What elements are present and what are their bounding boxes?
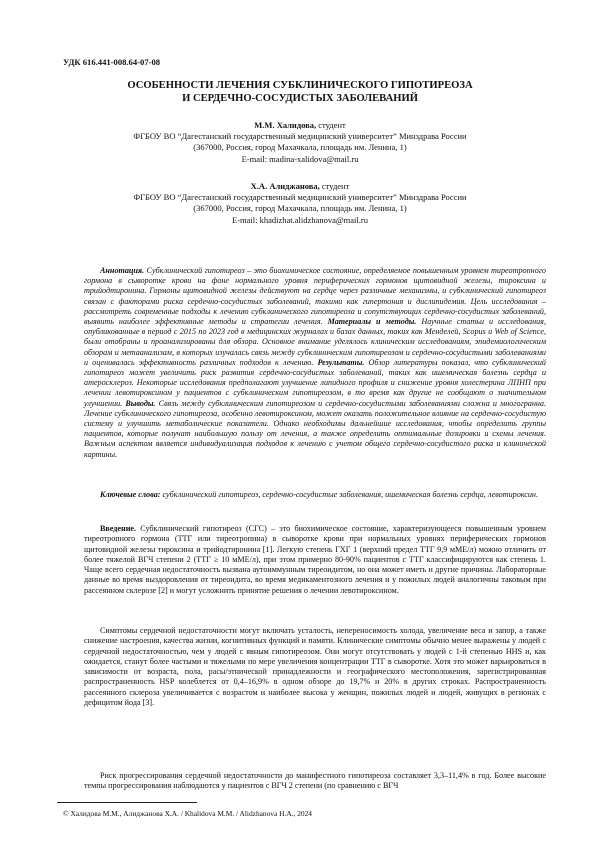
author-email: E-mail: madina-xalidova@mail.ru [241,153,359,164]
udc-code: УДК 616.441-008.64-07-08 [63,57,161,67]
author-line [60,181,540,192]
author-name: Х.А. Алиджанова, [250,181,320,191]
keywords-label: Ключевые слова: [100,490,161,499]
author-affiliation: ФГБОУ ВО “Дагестанский государственный медицинский университет” Минздрава России [133,131,467,142]
author-role: студент [316,120,346,130]
title-line-1: ОСОБЕННОСТИ ЛЕЧЕНИЯ СУБКЛИНИЧЕСКОГО ГИПОТИРЕОЗА [127,80,473,91]
body-paragraph-3: Риск прогрессирования сердечной недостаточности до манифестного гипотиреоза составляет 3,3–11,4% в год. Более высокие темпы прогрессирования наблюдаются у пациентов с ВГЧ 2 степени (по сравнению с ВГЧ [84,771,546,791]
conclusions-label: Выводы. [122,398,156,408]
title-line-2: И СЕРДЕЧНО-СОСУДИСТЫХ ЗАБОЛЕВАНИЙ [182,93,418,104]
results-label: Результаты. [313,357,365,367]
methods-label: Материалы и методы. [322,317,417,327]
author-address: (367000, Россия, город Махачкала, площадь им. Ленина, 1) [193,203,407,214]
abstract-text-3: Обзор литературы показал, что субклинический гипотиреоз может увеличить риск развития сердечно-сосудистых заболеваний, таких как ишемическая болезнь сердца и атеросклероз. Некоторые исследования предполагают улучшение липидного профиля и снижение уровня холестерина ЛПНП при лечении левотироксином у пациентов с субклиническим гипотиреозом, в то время как другие не сообщают о значительном улучшении. [84,357,546,408]
abstract-label: Аннотация. [100,266,145,275]
intro-text: Субклинический гипотиреоз (СГС) – это биохимическое состояние, характеризующееся повышенным уровнем тиреотропного гормона (ТТГ или тиреотропина) в сыворотке крови при нормальных уровнях периферических гормонов щитовидной железы тироксина и трийодтиронина [1]. Легкую степень ГХГ 1 (верхний предел ТТГ 9,9 мМЕ/л) можно отличить от более тяжелой ВГЧ степени 2 (ТТГ ≥ 10 мМЕ/л), при этом примерно 80-90% пациентов с ТТГ классифицируются как степень 1. Чаще всего сердечная недостаточность вызвана аутоиммунным тиреоидитом, но она может иметь и другие причины. Лабораторные данные во время выздоровления от тиреоидита, во время медикаментозного лечения и у пожилых людей аналогичны таковым при рассеянном склерозе [2] и могут усложнить принятие решения о лечении левотироксином. [84,524,546,595]
keywords-text: субклинический гипотиреоз, сердечно-сосудистые заболевания, ишемическая болезнь сердца, левотироксин. [160,490,538,499]
intro-paragraph [84,524,546,596]
author-name: М.М. Халидова, [254,120,317,130]
author-block-1 [60,120,540,165]
abstract-text-1: Субклинический гипотиреоз – это биохимическое состояние, определяемое повышенным уровнем тиреотропного гормона в сыворотке крови на фоне нормального уровня периферических гормонов щитовидной железы, тироксина и трийодтиронина. Гормоны щитовидной железы действуют на сердце через различные механизмы, и субклинический гипотиреоз связан с факторами риска сердечно-сосудистых заболеваний, такими как гипертония и дислипидемия. Цель исследования – рассмотреть современные подходы к лечению субклинического гипотиреоза и сопутствующих сердечно-сосудистых заболеваний, выявить наиболее эффективные методы и стратегии лечения. [84,266,546,327]
abstract [84,266,546,460]
article-title [60,79,540,105]
intro-label: Введение. [100,524,137,533]
author-affiliation: ФГБОУ ВО “Дагестанский государственный медицинский университет” Минздрава России [133,192,467,203]
author-address: (367000, Россия, город Махачкала, площадь им. Ленина, 1) [193,142,407,153]
abstract-text-4: Связь между субклиническим гипотиреозом и сердечно-сосудистыми заболеваниями сложна и многогранна. Лечение субклинического гипотиреоза, особенно левотироксином, может оказать положительное влияние на сердечно-сосудистую систему и улучшить метаболические показатели. Однако необходимы дальнейшие исследования, чтобы определить группы пациентов, которые получат наибольшую пользу от лечения, а также определить оптимальные дозировки и схемы лечения. Важным аспектом является индивидуализация подходов к лечению с учетом общего сердечно-сосудистого риска и клинической картины. [84,398,546,459]
copyright-footnote: © Халидова М.М., Алиджанова Х.А. / Khalidova M.M. / Alidzhanova H.A., 2024 [63,809,312,818]
abstract-text-2: Научные статьи и исследования, опубликованные в период с 2015 по 2023 год в медицинских журналах и базах данных, таких как Менделей, Scopus и Web of Science, были отобраны и проанализированы для обзора. Основное внимание уделялось клиническим исследованиям, эпидемиологическим обзорам и метаанализам, в которых изучалась связь между субклиническим гипотиреозом и сердечно-сосудистыми заболеваниями и оценивалась эффективность различных подходов к лечению. [84,317,546,367]
footnote-divider [57,802,197,803]
body-paragraph-2: Симптомы сердечной недостаточности могут включать усталость, непереносимость холода, увеличение веса и запор, а также снижение настроения, качества жизни, когнитивных функций и памяти. Клинические симптомы обычно менее выражены у людей с сердечной недостаточностью, чем у людей с явным гипотиреозом. Они могут отсутствовать у людей с 1-й степенью HHS и, как ожидается, станут более частыми и тяжелыми по мере увеличения концентрации ТТГ в сыворотке. Хотя это может варьироваться в зависимости от возраста, пола, расы/этнической принадлежности и географического местоположения, зарегистрированная распространенность HSP колеблется от 0,4–16,9% в одном обзоре до 19,7% и 20% в других строках. Распространенность рассеянного склероза увеличивается с возрастом и наиболее высока у женщин, пожилых людей и людей, живущих в регионах с дефицитом йода [3]. [84,626,546,708]
author-email: E-mail: khadizhat.alidzhanova@mail.ru [232,214,368,225]
author-role: студент [319,181,350,191]
author-line [60,120,540,131]
keywords [84,490,546,500]
author-block-2 [60,181,540,226]
